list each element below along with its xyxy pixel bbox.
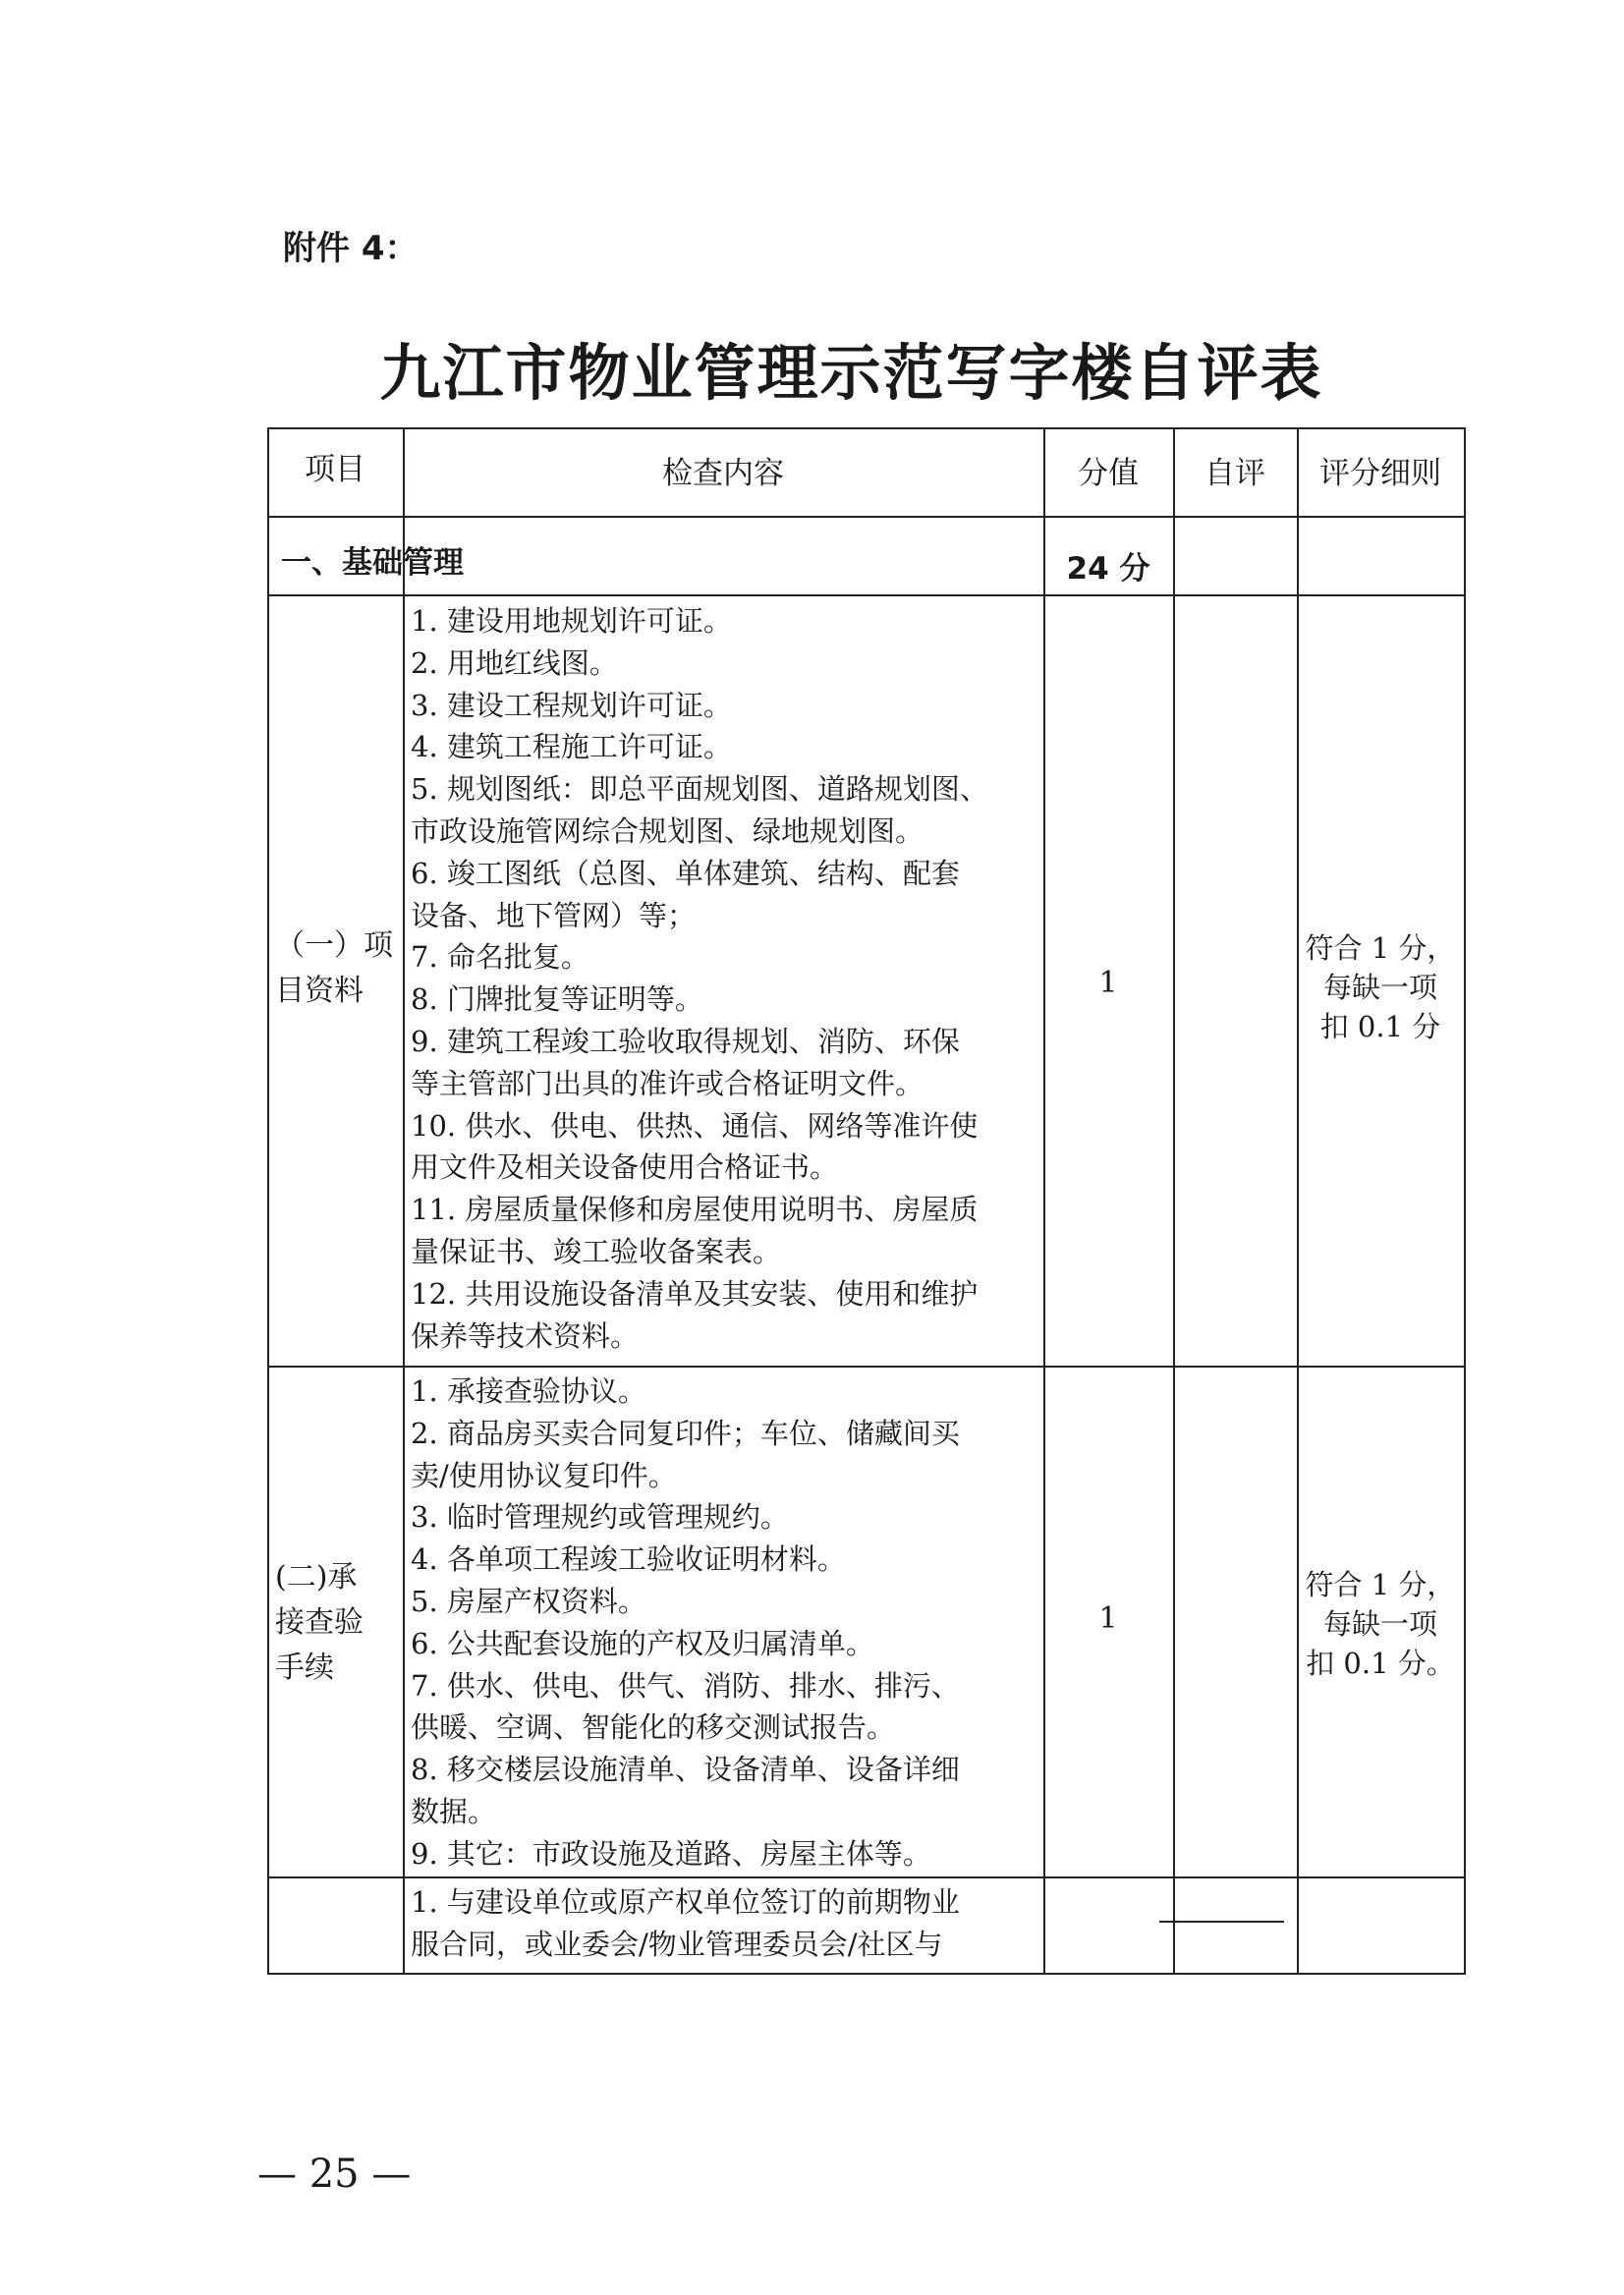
row1-item-line1: （一）项 bbox=[275, 928, 393, 963]
row2-content-line: 5. 房屋产权资料。 bbox=[411, 1584, 646, 1618]
row2-content-line: 9. 其它：市政设施及道路、房屋主体等。 bbox=[411, 1836, 931, 1871]
row1-rule-line2: 每缺一项 bbox=[1322, 971, 1437, 1004]
row2-content-line: 3. 临时管理规约或管理规约。 bbox=[411, 1500, 789, 1535]
section-score: 24 分 bbox=[1066, 551, 1150, 587]
section-bottom-border bbox=[267, 594, 1466, 596]
self-eval-split-border bbox=[1159, 1921, 1284, 1923]
row2-content-line: 1. 承接查验协议。 bbox=[411, 1374, 646, 1408]
row1-item-line2: 目资料 bbox=[275, 974, 364, 1008]
row1-content-line: 10. 供水、供电、供热、通信、网络等准许使 bbox=[411, 1108, 979, 1143]
col1-border bbox=[403, 594, 405, 1975]
row2-rule-line3: 扣 0.1 分。 bbox=[1306, 1647, 1455, 1680]
row2-content-line: 2. 商品房买卖合同复印件；车位、储藏间买 bbox=[411, 1416, 960, 1450]
row2-rule bbox=[1297, 1565, 1464, 1683]
row1-bottom-border bbox=[267, 1366, 1466, 1368]
row1-content-line: 等主管部门出具的准许或合格证明文件。 bbox=[411, 1066, 924, 1100]
row1-score: 1 bbox=[1098, 966, 1118, 1000]
row3-content-line: 服合同，或业委会/物业管理委员会/社区与 bbox=[411, 1927, 943, 1961]
column-header-content: 检查内容 bbox=[662, 456, 784, 491]
row1-content-line: 2. 用地红线图。 bbox=[411, 645, 618, 680]
self-evaluation-table bbox=[267, 427, 1466, 1975]
row1-content bbox=[411, 600, 1043, 1357]
row1-content-line: 用文件及相关设备使用合格证书。 bbox=[411, 1150, 839, 1185]
row2-content-line: 8. 移交楼层设施清单、设备清单、设备详细 bbox=[411, 1753, 960, 1787]
column-header-score: 分值 bbox=[1078, 456, 1139, 491]
row2-rule-line2: 每缺一项 bbox=[1322, 1607, 1437, 1641]
row1-rule bbox=[1297, 928, 1464, 1046]
table-bottom-border bbox=[267, 1973, 1466, 1975]
row1-content-line: 保养等技术资料。 bbox=[411, 1318, 640, 1353]
row2-item-line2: 接查验 bbox=[275, 1605, 364, 1640]
row1-rule-line1: 符合 1 分， bbox=[1305, 931, 1456, 965]
page-title: 九江市物业管理示范写字楼自评表 bbox=[379, 337, 1323, 409]
column-header-self-eval: 自评 bbox=[1204, 456, 1265, 491]
col3-border bbox=[1173, 427, 1175, 1975]
row1-content-line: 12. 共用设施设备清单及其安装、使用和维护 bbox=[411, 1276, 979, 1311]
attachment-label: 附件 4： bbox=[283, 229, 419, 268]
row2-content-line: 供暖、空调、智能化的移交测试报告。 bbox=[411, 1710, 896, 1745]
table-left-border bbox=[267, 427, 269, 1975]
col2-border bbox=[1043, 427, 1045, 1975]
header-bottom-border bbox=[267, 516, 1466, 518]
row2-content bbox=[411, 1371, 1043, 1875]
column-header-item: 项目 bbox=[305, 452, 365, 487]
row2-score: 1 bbox=[1098, 1601, 1118, 1636]
row2-content-line: 4. 各单项工程竣工验收证明材料。 bbox=[411, 1542, 846, 1577]
row1-item bbox=[275, 924, 403, 1014]
row1-content-line: 6. 竣工图纸（总图、单体建筑、结构、配套 bbox=[411, 856, 960, 890]
row2-item-line3: 手续 bbox=[275, 1651, 334, 1685]
row2-rule-line1: 符合 1 分， bbox=[1305, 1568, 1456, 1601]
row2-bottom-border bbox=[267, 1876, 1466, 1878]
row1-content-line: 市政设施管网综合规划图、绿地规划图。 bbox=[411, 813, 924, 848]
section-title: 一、基础管理 bbox=[281, 545, 464, 581]
row2-item bbox=[275, 1555, 403, 1691]
row1-content-line: 11. 房屋质量保修和房屋使用说明书、房屋质 bbox=[411, 1193, 979, 1227]
row2-content-line: 数据。 bbox=[411, 1794, 497, 1828]
row3-content-line: 1. 与建设单位或原产权单位签订的前期物业 bbox=[411, 1885, 960, 1919]
row2-content-line: 6. 公共配套设施的产权及归属清单。 bbox=[411, 1626, 874, 1660]
col4-border bbox=[1297, 427, 1299, 1975]
row2-item-line1: (二)承 bbox=[275, 1560, 358, 1595]
table-right-border bbox=[1464, 427, 1466, 1975]
row1-content-line: 5. 规划图纸：即总平面规划图、道路规划图、 bbox=[411, 772, 988, 807]
row1-content-line: 设备、地下管网）等； bbox=[411, 898, 697, 932]
row1-content-line: 3. 建设工程规划许可证。 bbox=[411, 688, 732, 722]
row1-content-line: 8. 门牌批复等证明等。 bbox=[411, 982, 703, 1017]
page-number: — 25 — bbox=[257, 2152, 412, 2197]
row1-content-line: 1. 建设用地规划许可证。 bbox=[411, 604, 732, 638]
row1-content-line: 量保证书、竣工验收备案表。 bbox=[411, 1234, 782, 1268]
row1-content-line: 7. 命名批复。 bbox=[411, 940, 589, 975]
column-header-rules: 评分细则 bbox=[1319, 456, 1441, 491]
row1-rule-line3: 扣 0.1 分 bbox=[1319, 1010, 1441, 1043]
row1-content-line: 9. 建筑工程竣工验收取得规划、消防、环保 bbox=[411, 1024, 960, 1058]
row1-content-line: 4. 建筑工程施工许可证。 bbox=[411, 730, 732, 764]
row2-content-line: 7. 供水、供电、供气、消防、排水、排污、 bbox=[411, 1668, 960, 1703]
row3-content bbox=[411, 1881, 1043, 1966]
row2-content-line: 卖/使用协议复印件。 bbox=[411, 1458, 677, 1492]
